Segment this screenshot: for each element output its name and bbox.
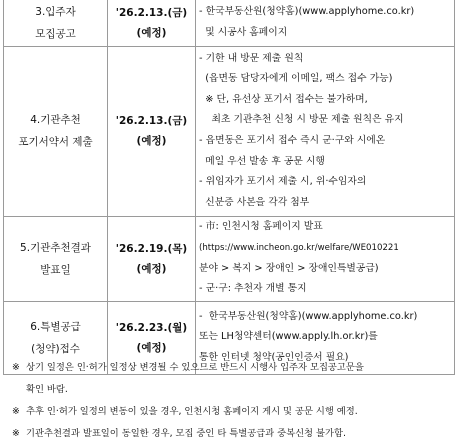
detail-line: (읍면동 담당자에게 이메일, 팩스 접수 가능) bbox=[199, 73, 393, 85]
date-label: '26.2.13.(금) bbox=[115, 6, 188, 19]
schedule-row-results bbox=[4, 216, 455, 301]
detail-line: - 市: 인천시청 홈페이지 발표 bbox=[199, 221, 323, 233]
detail-line: 및 시공사 홈페이지 bbox=[199, 26, 288, 38]
date-label: '26.2.19.(목) bbox=[115, 242, 188, 255]
schedule-table bbox=[3, 0, 455, 375]
details-cell bbox=[196, 46, 455, 216]
note-text: 추후 인·허가 일정의 변동이 있을 경우, 인천시청 홈페이지 게시 및 공문 시행 예정. bbox=[26, 406, 358, 417]
stage-label: 5.기관추천결과 bbox=[20, 241, 91, 254]
stage-label: (청약)접수 bbox=[31, 342, 80, 355]
detail-line: 또는 LH청약센터(www.apply.lh.or.kr)를 bbox=[199, 331, 378, 343]
stage-cell bbox=[4, 216, 108, 301]
stage-label: 발표일 bbox=[40, 263, 71, 276]
detail-line: ※ 단, 유선상 포기서 접수는 불가하며, bbox=[199, 93, 368, 105]
schedule-row-announcement bbox=[4, 0, 455, 46]
note-item bbox=[8, 357, 454, 401]
notes-section bbox=[8, 357, 454, 445]
stage-cell bbox=[4, 46, 108, 216]
note-item bbox=[8, 401, 454, 423]
detail-line: - 한국부동산원(청약홈)(www.applyhome.co.kr) bbox=[199, 310, 418, 322]
reference-mark: ※ bbox=[12, 362, 20, 373]
detail-line: 분야 > 복지 > 장애인 > 장애인특별공급) bbox=[199, 262, 379, 274]
date-cell bbox=[108, 216, 196, 301]
detail-line: - 읍면동은 포기서 접수 즉시 군·구와 시에온 bbox=[199, 135, 386, 146]
schedule-row-waiver bbox=[4, 46, 455, 216]
date-note: (예정) bbox=[136, 135, 167, 147]
detail-line: 메일 우선 발송 후 공문 시행 bbox=[199, 155, 325, 167]
detail-line: 신분증 사본을 각각 첨부 bbox=[199, 196, 310, 208]
note-text: 확인 바람. bbox=[26, 384, 68, 395]
stage-label: 모집공고 bbox=[35, 27, 76, 40]
detail-line: - 군·구: 추천자 개별 통지 bbox=[199, 283, 307, 295]
stage-label: 6.특별공급 bbox=[30, 320, 81, 333]
stage-label: 3.입주자 bbox=[35, 5, 76, 18]
stage-cell bbox=[4, 0, 108, 46]
detail-line: - 기한 내 방문 제출 원칙 bbox=[199, 52, 304, 64]
detail-line: 통한 인터넷 청약(공인인증서 필요) bbox=[199, 351, 349, 363]
reference-mark: ※ bbox=[12, 406, 20, 417]
date-note: (예정) bbox=[136, 341, 167, 354]
date-cell bbox=[108, 0, 196, 46]
date-label: '26.2.13.(금) bbox=[115, 115, 188, 127]
date-note: (예정) bbox=[136, 26, 167, 39]
reference-mark: ※ bbox=[12, 428, 20, 439]
note-text: 상기 일정은 인·허가 일정상 변경될 수 있으므로 반드시 시행사 입주자 모집공고문을 bbox=[26, 362, 364, 373]
detail-line: 최초 기관추천 신청 시 방문 제출 원칙은 유지 bbox=[199, 114, 404, 126]
date-cell bbox=[108, 46, 196, 216]
stage-label: 4.기관추천 bbox=[30, 114, 81, 126]
date-note: (예정) bbox=[136, 262, 167, 275]
date-label: '26.2.23.(월) bbox=[115, 321, 188, 334]
details-cell bbox=[196, 216, 455, 301]
detail-url: (https://www.incheon.go.kr/welfare/WE010221 bbox=[199, 242, 399, 253]
stage-label: 포기서약서 제출 bbox=[18, 136, 93, 148]
detail-line: - 위임자가 포기서 제출 시, 위·수임자의 bbox=[199, 176, 367, 188]
note-text: 기관추천결과 발표일이 동일한 경우, 모집 중인 타 특별공급과 중복신청 불가함. bbox=[26, 428, 346, 439]
note-item bbox=[8, 423, 454, 445]
detail-line: - 한국부동산원(청약홈)(www.applyhome.co.kr) bbox=[199, 6, 415, 18]
details-cell bbox=[196, 0, 455, 46]
